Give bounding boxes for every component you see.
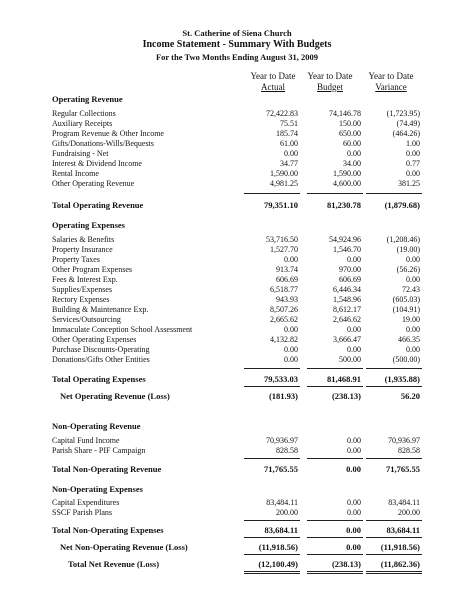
row-budget: 0.00 [347, 446, 361, 455]
subtotal-line [366, 193, 422, 194]
row-budget: 54,924.96 [329, 235, 361, 244]
row-actual: 828.58 [276, 446, 298, 455]
col-header-actual-line2: Actual [261, 82, 285, 92]
table-row [0, 119, 474, 129]
section-non-operating-revenue: Non-Operating Revenue [52, 421, 141, 431]
row-budget: 74,146.78 [329, 109, 361, 118]
total-actual: 71,765.55 [264, 464, 298, 474]
row-label: Interest & Dividend Income [52, 159, 142, 168]
row-label: Building & Maintenance Exp. [52, 305, 149, 314]
total-label: Total Net Revenue (Loss) [68, 559, 160, 569]
total-row [0, 391, 474, 401]
row-label: Purchase Discounts-Operating [52, 345, 150, 354]
row-variance: 381.25 [398, 179, 420, 188]
total-actual: 79,351.10 [264, 200, 298, 210]
total-row [0, 200, 474, 210]
row-variance: (1,208.46) [386, 235, 420, 244]
subtotal-line [366, 458, 422, 459]
total-budget: 0.00 [346, 464, 361, 474]
table-row [0, 325, 474, 335]
row-label: Services/Outsourcing [52, 315, 121, 324]
double-underline [244, 571, 300, 572]
row-actual: 2,665.62 [270, 315, 298, 324]
row-actual: 4,132.82 [270, 335, 298, 344]
total-row [0, 464, 474, 474]
subtotal-line [244, 458, 300, 459]
row-label: Regular Collections [52, 109, 116, 118]
subtotal-line [244, 386, 300, 387]
row-actual: 0.00 [284, 345, 298, 354]
row-actual: 943.93 [276, 295, 298, 304]
section-operating-expenses: Operating Expenses [52, 220, 125, 230]
row-actual: 75.51 [280, 119, 298, 128]
row-budget: 500.00 [339, 355, 361, 364]
row-variance: 72.43 [402, 285, 420, 294]
row-budget: 60.00 [343, 139, 361, 148]
table-row [0, 498, 474, 508]
row-variance: 0.00 [406, 345, 420, 354]
table-row [0, 355, 474, 365]
row-variance: 0.00 [406, 149, 420, 158]
subtotal-line [366, 520, 422, 521]
row-variance: 19.00 [402, 315, 420, 324]
total-budget: 0.00 [346, 542, 361, 552]
row-budget: 34.00 [343, 159, 361, 168]
row-actual: 4,981.25 [270, 179, 298, 188]
table-row [0, 446, 474, 456]
row-budget: 606.69 [339, 275, 361, 284]
subtotal-line [244, 520, 300, 521]
row-actual: 606.69 [276, 275, 298, 284]
row-label: Program Revenue & Other Income [52, 129, 164, 138]
col-header-variance-line1: Year to Date [368, 71, 414, 81]
total-variance: 83,684.11 [386, 525, 420, 535]
row-variance: 466.35 [398, 335, 420, 344]
subtotal-line [244, 537, 300, 538]
row-actual: 83,484.11 [266, 498, 298, 507]
row-variance: (464.26) [392, 129, 420, 138]
subtotal-line [307, 554, 363, 555]
subtotal-line [307, 537, 363, 538]
total-budget: 0.00 [346, 525, 361, 535]
total-actual: 83,684.11 [264, 525, 298, 535]
double-underline [244, 573, 300, 574]
row-label: Auxiliary Receipts [52, 119, 113, 128]
table-row [0, 149, 474, 159]
subtotal-line [307, 368, 363, 369]
row-variance: 0.77 [406, 159, 420, 168]
row-budget: 0.00 [347, 436, 361, 445]
total-actual: (181.93) [268, 391, 298, 401]
row-actual: 185.74 [276, 129, 298, 138]
col-header-actual-line1: Year to Date [250, 71, 296, 81]
row-budget: 1,546.70 [333, 245, 361, 254]
row-actual: 61.00 [280, 139, 298, 148]
row-label: Gifts/Donations-Wills/Bequests [52, 139, 154, 148]
row-variance: 200.00 [398, 508, 420, 517]
row-label: Rectory Expenses [52, 295, 110, 304]
row-budget: 0.00 [347, 255, 361, 264]
subtotal-line [366, 554, 422, 555]
double-underline [366, 573, 422, 574]
row-label: Rental Income [52, 169, 99, 178]
table-row [0, 179, 474, 189]
row-actual: 6,518.77 [270, 285, 298, 294]
row-label: Capital Fund Income [52, 436, 120, 445]
row-variance: (500.00) [392, 355, 420, 364]
table-row [0, 285, 474, 295]
total-row [0, 374, 474, 384]
table-row [0, 315, 474, 325]
subtotal-line [307, 193, 363, 194]
row-label: Donations/Gifts Other Entities [52, 355, 150, 364]
table-row [0, 335, 474, 345]
row-budget: 650.00 [339, 129, 361, 138]
row-actual: 0.00 [284, 255, 298, 264]
row-label: Supplies/Expenses [52, 285, 112, 294]
double-underline [307, 573, 363, 574]
subtotal-line [244, 368, 300, 369]
row-actual: 913.74 [276, 265, 298, 274]
col-header-variance [356, 71, 426, 93]
row-label: Other Operating Revenue [52, 179, 135, 188]
row-budget: 0.00 [347, 498, 361, 507]
table-row [0, 436, 474, 446]
total-row [0, 525, 474, 535]
row-budget: 2,646.62 [333, 315, 361, 324]
row-label: Parish Share - PIF Campaign [52, 446, 146, 455]
row-actual: 0.00 [284, 149, 298, 158]
row-label: Immaculate Conception School Assessment [52, 325, 193, 334]
table-row [0, 295, 474, 305]
total-variance: 56.20 [400, 391, 420, 401]
row-variance: (104.91) [392, 305, 420, 314]
row-actual: 70,936.97 [266, 436, 298, 445]
row-budget: 0.00 [347, 149, 361, 158]
subtotal-line [366, 537, 422, 538]
row-label: Salaries & Benefits [52, 235, 115, 244]
table-row [0, 305, 474, 315]
subtotal-line [366, 386, 422, 387]
row-variance: 0.00 [406, 325, 420, 334]
row-budget: 0.00 [347, 345, 361, 354]
row-budget: 1,590.00 [333, 169, 361, 178]
subtotal-line [244, 554, 300, 555]
total-label: Net Non-Operating Revenue (Loss) [60, 542, 188, 552]
row-actual: 1,527.70 [270, 245, 298, 254]
total-actual: (11,918.56) [258, 542, 298, 552]
row-label: Property Taxes [52, 255, 100, 264]
org-name: St. Catherine of Siena Church [182, 28, 292, 38]
row-label: Other Operating Expenses [52, 335, 137, 344]
total-budget: (238.13) [331, 391, 361, 401]
row-variance: 828.58 [398, 446, 420, 455]
double-underline [366, 571, 422, 572]
total-budget: 81,230.78 [327, 200, 361, 210]
row-budget: 1,548.96 [333, 295, 361, 304]
report-title: Income Statement - Summary With Budgets [142, 39, 332, 50]
table-row [0, 129, 474, 139]
row-label: Capital Expenditures [52, 498, 120, 507]
row-variance: (1,723.95) [386, 109, 420, 118]
row-actual: 34.77 [280, 159, 298, 168]
report-period: For the Two Months Ending August 31, 2009 [155, 52, 318, 62]
row-variance: (74.49) [396, 119, 420, 128]
row-variance: 0.00 [406, 169, 420, 178]
table-row [0, 275, 474, 285]
row-variance: 70,936.97 [388, 436, 420, 445]
total-label: Net Operating Revenue (Loss) [60, 391, 170, 401]
row-budget: 0.00 [347, 325, 361, 334]
row-actual: 53,716.50 [266, 235, 298, 244]
table-row [0, 159, 474, 169]
row-actual: 72,422.83 [266, 109, 298, 118]
total-actual: (12,100.49) [258, 559, 298, 569]
row-actual: 0.00 [284, 355, 298, 364]
table-row [0, 235, 474, 245]
row-budget: 0.00 [347, 508, 361, 517]
row-variance: (19.00) [396, 245, 420, 254]
total-variance: (11,918.56) [380, 542, 420, 552]
table-row [0, 245, 474, 255]
total-budget: 81,468.91 [327, 374, 361, 384]
col-header-budget-line1: Year to Date [307, 71, 353, 81]
row-label: Other Program Expenses [52, 265, 132, 274]
total-row [0, 542, 474, 552]
total-budget: (238.13) [331, 559, 361, 569]
table-row [0, 265, 474, 275]
subtotal-line [366, 368, 422, 369]
row-budget: 150.00 [339, 119, 361, 128]
row-variance: (56.26) [396, 265, 420, 274]
subtotal-line [307, 520, 363, 521]
row-budget: 3,666.47 [333, 335, 361, 344]
subtotal-line [307, 458, 363, 459]
row-budget: 4,600.00 [333, 179, 361, 188]
total-label: Total Operating Expenses [52, 374, 146, 384]
table-row [0, 508, 474, 518]
table-row [0, 345, 474, 355]
row-variance: 0.00 [406, 255, 420, 264]
table-row [0, 169, 474, 179]
subtotal-line [244, 193, 300, 194]
total-actual: 79,533.03 [264, 374, 298, 384]
col-header-budget [295, 71, 365, 93]
row-actual: 1,590.00 [270, 169, 298, 178]
row-label: Property Insurance [52, 245, 113, 254]
total-variance: (1,879.68) [384, 200, 420, 210]
row-label: Fundraising - Net [52, 149, 109, 158]
row-label: SSCF Parish Plans [52, 508, 113, 517]
row-actual: 200.00 [276, 508, 298, 517]
row-budget: 8,612.17 [333, 305, 361, 314]
total-label: Total Non-Operating Expenses [52, 525, 164, 535]
row-variance: 1.00 [406, 139, 420, 148]
section-operating-revenue: Operating Revenue [52, 94, 123, 104]
row-budget: 970.00 [339, 265, 361, 274]
double-underline [307, 571, 363, 572]
total-label: Total Non-Operating Revenue [52, 464, 162, 474]
table-row [0, 139, 474, 149]
total-row [0, 559, 474, 569]
table-row [0, 109, 474, 119]
total-variance: 71,765.55 [386, 464, 420, 474]
row-variance: 83,484.11 [388, 498, 420, 507]
table-row [0, 255, 474, 265]
row-actual: 8,507.26 [270, 305, 298, 314]
total-variance: (11,862.36) [380, 559, 420, 569]
section-non-operating-expenses: Non-Operating Expenses [52, 484, 143, 494]
col-header-variance-line2: Variance [375, 82, 407, 92]
row-variance: 0.00 [406, 275, 420, 284]
row-variance: (605.03) [392, 295, 420, 304]
row-label: Fees & Interest Exp. [52, 275, 118, 284]
total-label: Total Operating Revenue [52, 200, 144, 210]
col-header-budget-line2: Budget [317, 82, 343, 92]
row-budget: 6,446.34 [333, 285, 361, 294]
subtotal-line [307, 386, 363, 387]
row-actual: 0.00 [284, 325, 298, 334]
total-variance: (1,935.88) [384, 374, 420, 384]
